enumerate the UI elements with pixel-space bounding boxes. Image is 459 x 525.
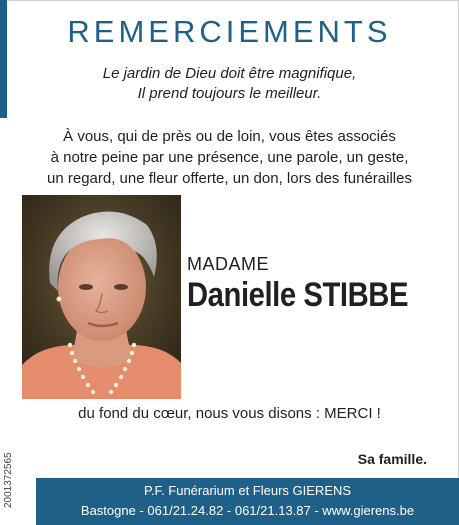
portrait-photo <box>22 195 181 399</box>
quote-line-1: Le jardin de Dieu doit être magnifique, <box>102 65 357 82</box>
thank-you-message <box>0 126 459 189</box>
quote-line-2: Il prend toujours le meilleur. <box>137 85 322 102</box>
reference-number: 2001372565 <box>3 452 14 508</box>
page-title: REMERCIEMENTS <box>67 14 392 49</box>
message-line-1: À vous, qui de près ou de loin, vous êtes associés <box>63 128 396 145</box>
border-top <box>7 0 459 1</box>
quote <box>0 64 459 104</box>
footer-company: P.F. Funérarium et Fleurs GIERENS <box>143 483 352 498</box>
thanks-line: du fond du cœur, nous vous disons : MERCI ! <box>78 405 381 422</box>
signature: Sa famille. <box>357 451 427 467</box>
footer-banner <box>36 478 459 525</box>
honorific: MADAME <box>187 254 270 274</box>
message-line-3: un regard, une fleur offerte, un don, lors des funérailles <box>47 170 412 187</box>
footer-contact: Bastogne - 061/21.24.82 - 061/21.13.87 - www.gierens.be <box>80 503 415 518</box>
message-line-2: à notre peine par une présence, une parole, un geste, <box>50 149 409 166</box>
deceased-name: Danielle STIBBE <box>187 276 409 314</box>
